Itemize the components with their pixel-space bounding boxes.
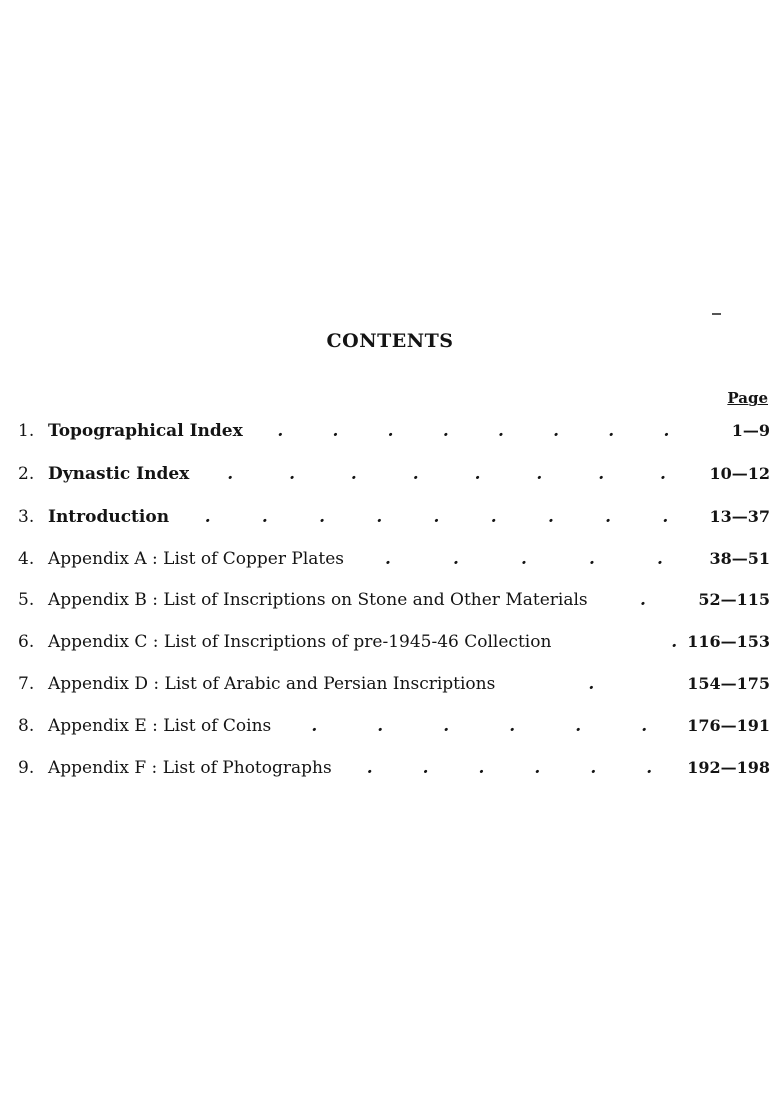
dot-leader: . . . . . . bbox=[311, 716, 648, 736]
entry-label: Dynastic Index bbox=[48, 464, 190, 484]
entry-label: Appendix C : List of Inscriptions of pre-1945-46 Collection bbox=[48, 632, 552, 652]
entry-pages: 192—198 bbox=[687, 758, 770, 777]
stray-scan-mark bbox=[712, 313, 721, 315]
dot-leader: . bbox=[588, 674, 595, 694]
entry-number: 6. bbox=[18, 632, 35, 652]
toc-entry bbox=[18, 674, 770, 700]
entry-number: 5. bbox=[18, 590, 35, 610]
toc-entry bbox=[18, 632, 770, 658]
toc-entry bbox=[18, 421, 770, 447]
toc-entry bbox=[18, 590, 770, 616]
entry-label: Appendix D : List of Arabic and Persian Inscriptions bbox=[48, 674, 496, 694]
entry-pages: 1—9 bbox=[731, 421, 770, 440]
page-title: CONTENTS bbox=[326, 330, 454, 352]
entry-number: 3. bbox=[18, 507, 35, 527]
entry-label: Appendix F : List of Photographs bbox=[48, 758, 332, 778]
dot-leader: . . . . . . bbox=[366, 758, 653, 778]
entry-number: 9. bbox=[18, 758, 35, 778]
toc-entry bbox=[18, 716, 770, 742]
page-column-header: Page bbox=[727, 389, 768, 407]
entry-label: Appendix B : List of Inscriptions on Stone and Other Materials bbox=[48, 590, 588, 610]
entry-pages: 154—175 bbox=[687, 674, 770, 693]
entry-number: 2. bbox=[18, 464, 35, 484]
entry-pages: 116—153 bbox=[687, 632, 770, 651]
dot-leader: . . . . . bbox=[385, 549, 663, 569]
entry-pages: 13—37 bbox=[709, 507, 770, 526]
toc-entry bbox=[18, 549, 770, 575]
entry-number: 8. bbox=[18, 716, 35, 736]
toc-entry bbox=[18, 507, 770, 533]
entry-pages: 52—115 bbox=[698, 590, 770, 609]
entry-number: 7. bbox=[18, 674, 35, 694]
entry-pages: 10—12 bbox=[709, 464, 770, 483]
dot-leader: . bbox=[640, 590, 646, 610]
entry-label: Appendix A : List of Copper Plates bbox=[48, 549, 345, 569]
dot-leader: . . . . . . . . . bbox=[204, 507, 669, 527]
entry-label: Topographical Index bbox=[48, 421, 243, 441]
entry-number: 1. bbox=[18, 421, 35, 441]
toc-entry bbox=[18, 464, 770, 490]
entry-label: Appendix E : List of Coins bbox=[48, 716, 272, 736]
entry-number: 4. bbox=[18, 549, 35, 569]
entry-pages: 38—51 bbox=[709, 549, 770, 568]
dot-leader: . . . . . . . . bbox=[227, 464, 666, 484]
toc-entry bbox=[18, 758, 770, 784]
entry-label: Introduction bbox=[48, 507, 170, 527]
dot-leader: . . . . . . . . bbox=[277, 421, 670, 441]
dot-leader: . bbox=[671, 632, 678, 652]
entry-pages: 176—191 bbox=[687, 716, 770, 735]
